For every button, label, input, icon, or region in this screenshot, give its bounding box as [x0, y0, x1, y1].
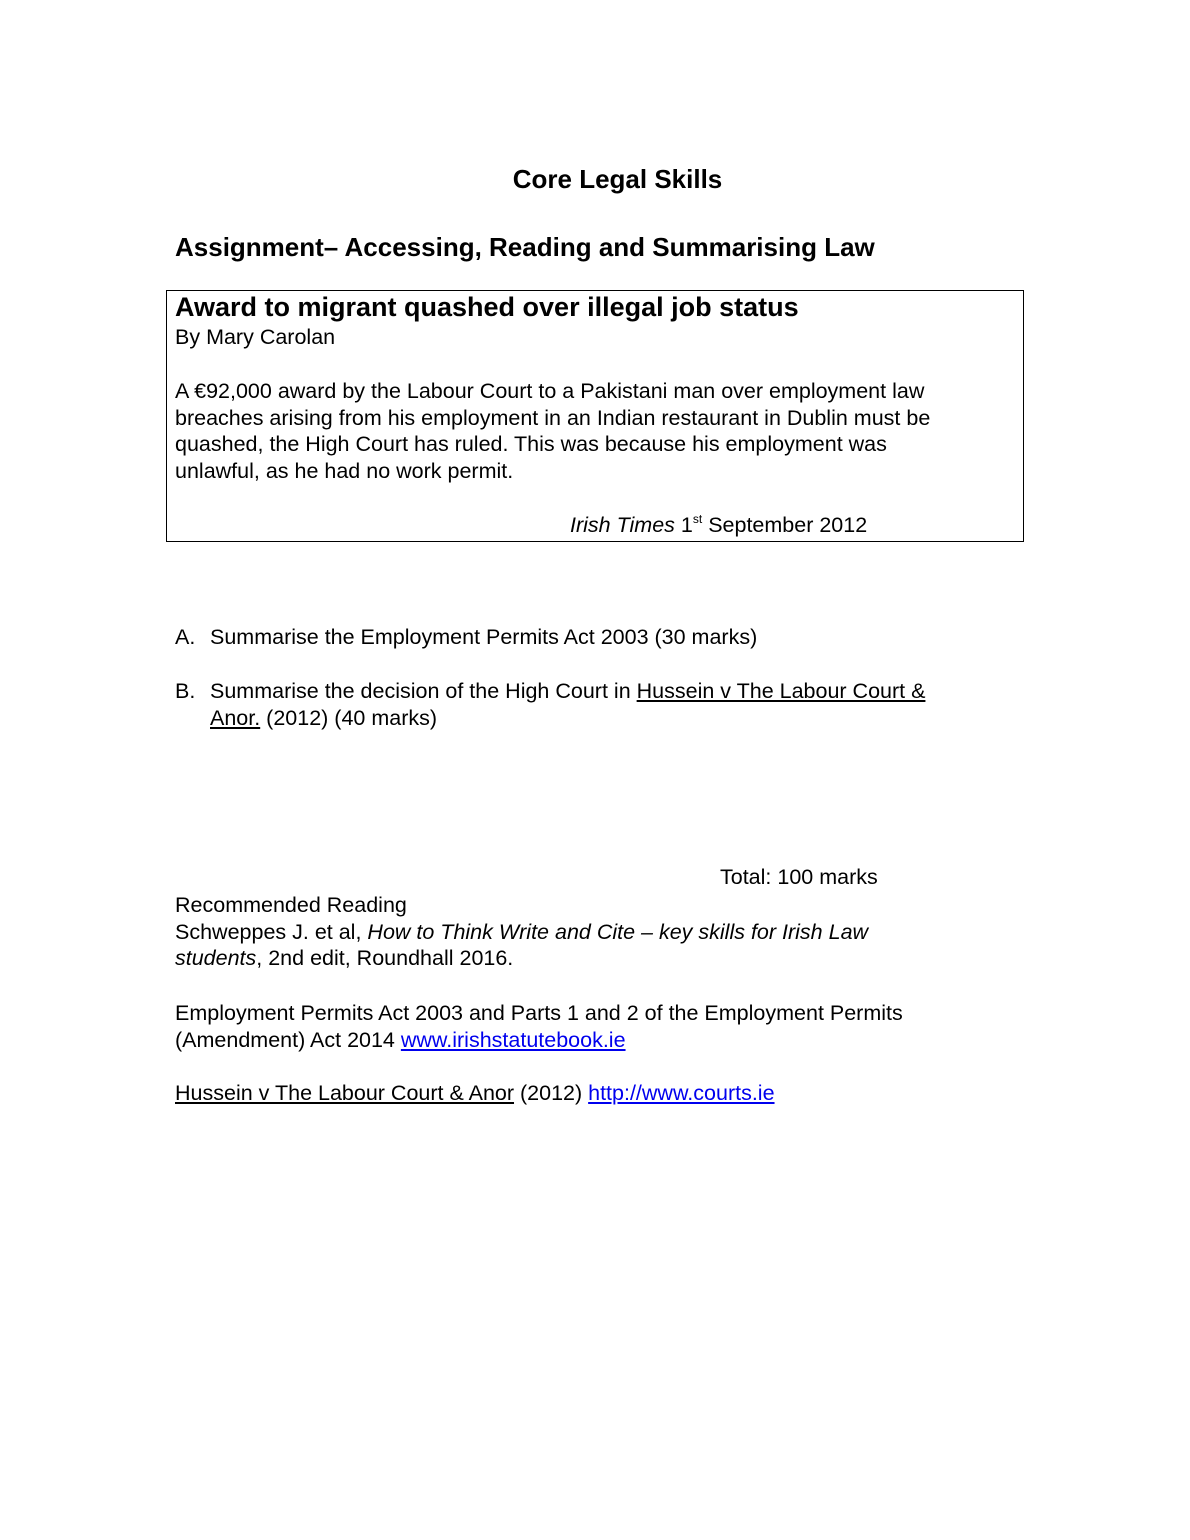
case-name: Hussein v The Labour Court & Anor	[175, 1081, 515, 1105]
question-text	[210, 678, 925, 731]
question-letter: A.	[175, 625, 196, 649]
book-title-cont: students	[175, 946, 257, 970]
reading-heading: Recommended Reading	[175, 893, 407, 917]
source-publication: Irish Times	[570, 513, 675, 538]
question-letter: B.	[175, 679, 196, 703]
case-citation: Hussein v The Labour Court &	[636, 679, 926, 703]
irishstatutebook-link[interactable]: www.irishstatutebook.ie	[400, 1027, 626, 1052]
case-year: (2012)	[514, 1081, 589, 1105]
article-source	[570, 513, 867, 538]
source-day-suffix: st	[692, 512, 703, 526]
course-title: Core Legal Skills	[512, 164, 723, 194]
question-text-end: (2012) (40 marks)	[260, 705, 438, 730]
article-byline: By Mary Carolan	[175, 325, 336, 349]
total-marks: Total: 100 marks	[720, 865, 878, 889]
statute-reference-cont: (Amendment) Act 2014	[175, 1027, 401, 1052]
article-body-line: A €92,000 award by the Labour Court to a Pakistani man over employment law	[175, 379, 925, 403]
article-body	[175, 378, 1015, 484]
book-author: Schweppes J. et al,	[175, 919, 368, 944]
source-day: 1	[680, 513, 693, 538]
article-headline: Award to migrant quashed over illegal job status	[175, 292, 799, 322]
case-citation-cont: Anor.	[210, 705, 261, 730]
source-date-rest: September 2012	[702, 513, 868, 538]
recommended-reading-book	[175, 892, 868, 972]
book-edition: , 2nd edit, Roundhall 2016.	[256, 946, 514, 970]
courts-link[interactable]: http://www.courts.ie	[588, 1081, 775, 1105]
article-body-line: unlawful, as he had no work permit.	[175, 458, 514, 483]
book-title: How to Think Write and Cite – key skills for Irish Law	[367, 919, 869, 944]
question-text: Summarise the Employment Permits Act 2003 (30 marks)	[210, 625, 758, 649]
statute-reference: Employment Permits Act 2003 and Parts 1 and 2 of the Employment Permits	[175, 1001, 903, 1025]
assignment-title: Assignment– Accessing, Reading and Summarising Law	[175, 232, 875, 262]
recommended-reading-statute	[175, 1000, 903, 1053]
article-body-line: quashed, the High Court has ruled. This was because his employment was	[175, 432, 887, 456]
article-body-line: breaches arising from his employment in an Indian restaurant in Dublin must be	[175, 405, 931, 430]
question-text-start: Summarise the decision of the High Court in	[210, 679, 637, 703]
recommended-reading-case	[175, 1080, 775, 1107]
